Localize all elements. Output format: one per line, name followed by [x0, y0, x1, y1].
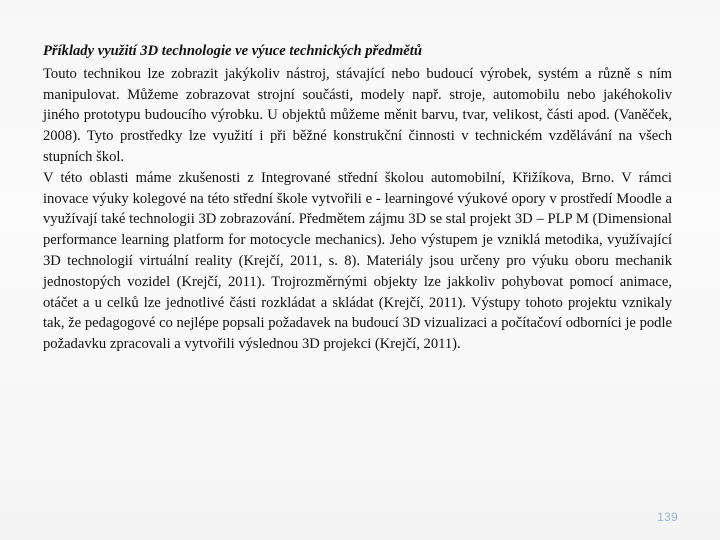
- page-number: 139: [657, 510, 678, 524]
- paragraph-2: V této oblasti máme zkušenosti z Integrované střední školou automobilní, Křižíkova, Brno. V rámci inovace výuky kolegové na této střední škole vytvořili e - learningové výukové opory v prostředí Moodle a využívají také technologii 3D zobrazování. Předmětem zájmu 3D se stal projekt 3D – PLP M (Dimensional performance learning platform for motocycle mechanics). Jeho výstupem je vzniklá metodika, využívající 3D technologií virtuální reality (Krejčí, 2011, s. 8). Materiály jsou určeny pro výuku oboru mechanik jednostopých vozidel (Krejčí, 2011). Trojrozměrnými objekty lze jakkoliv pohybovat pomocí animace, otáčet a u celků lze jednotlivé části rozkládat a skládat (Krejčí, 2011). Výstupy tohoto projektu vznikaly tak, že pedagogové co nejlépe popsali požadavek na budoucí 3D vizualizaci a počítačoví odborníci je podle požadavku zpracovali a vytvořili výslednou 3D projekci (Krejčí, 2011).: [43, 169, 672, 353]
- paragraph-1: Touto technikou lze zobrazit jakýkoliv nástroj, stávající nebo budoucí výrobek, systém a různě s ním manipulovat. Můžeme zobrazovat strojní součásti, modely např. stroje, automobilu nebo jakéhokoliv jiného prototypu budoucího výrobku. U objektů můžeme měnit barvu, tvar, velikost, části apod. (Vaněček, 2008). Tyto prostředky lze využití i při běžné konstrukční činnosti v technickém vzdělávání na všech stupních škol.: [43, 65, 672, 165]
- text-body: [43, 41, 672, 355]
- section-heading: Příklady využití 3D technologie ve výuce technických předmětů: [43, 43, 422, 59]
